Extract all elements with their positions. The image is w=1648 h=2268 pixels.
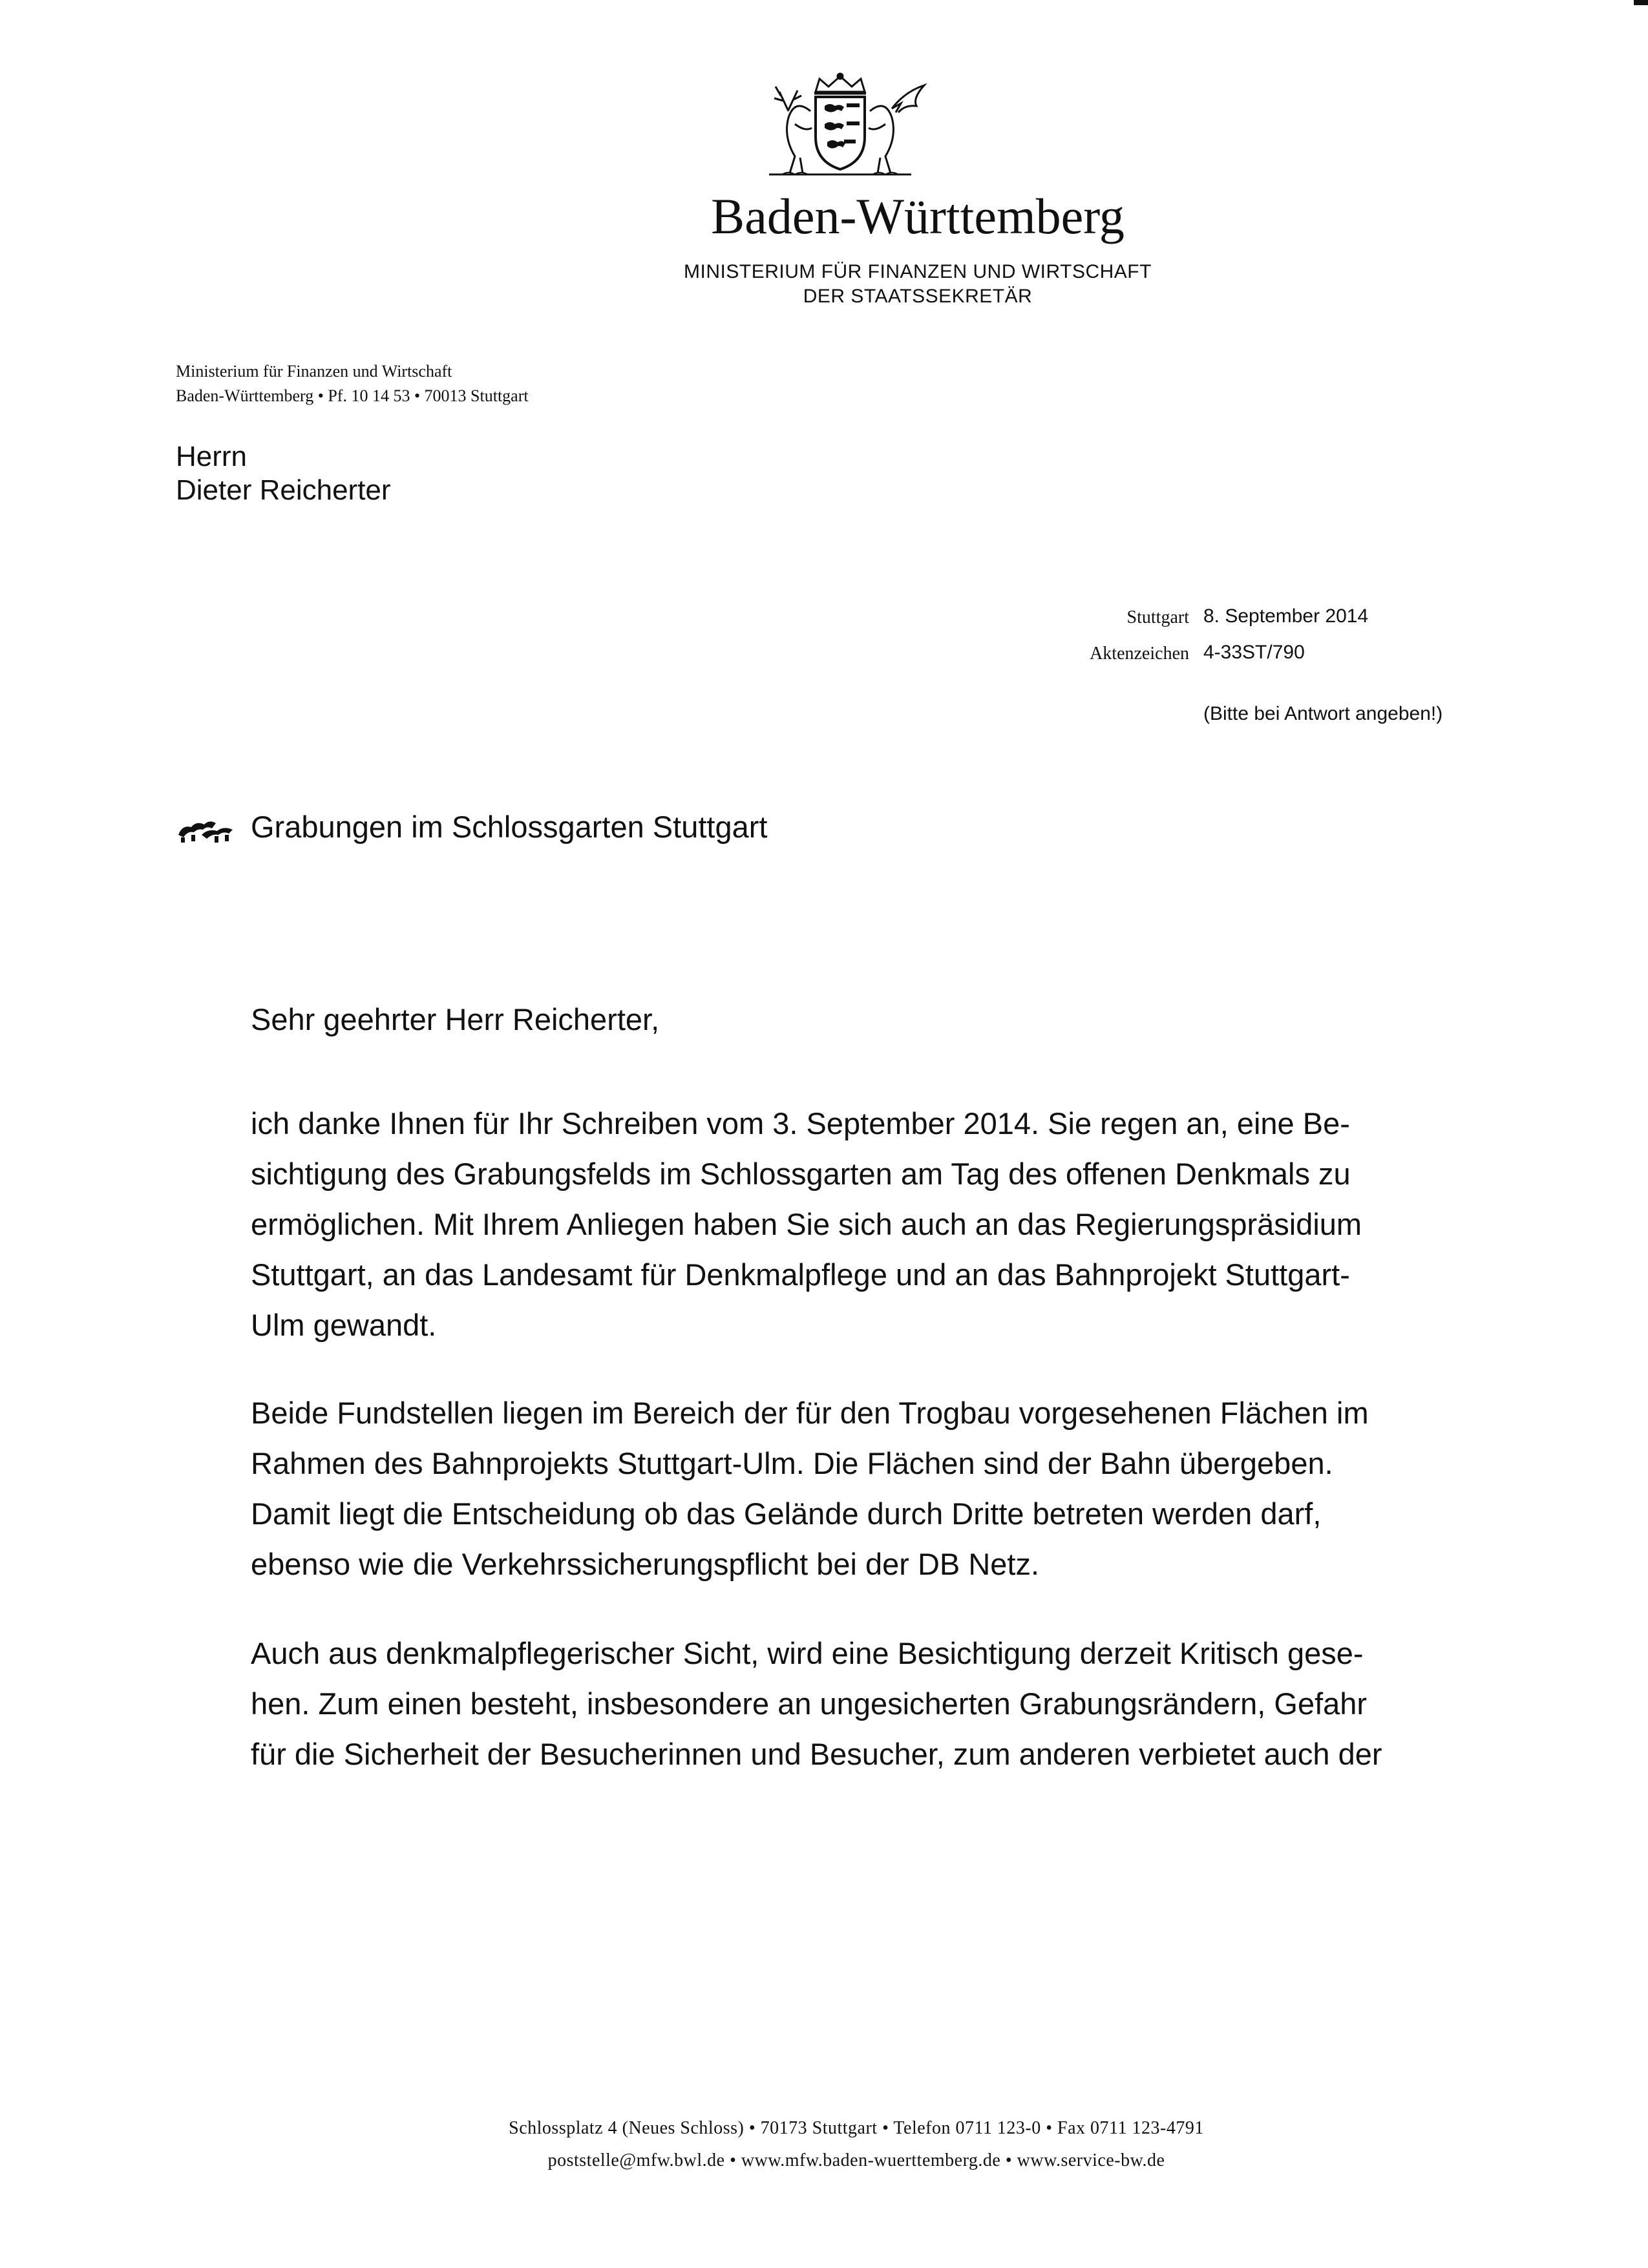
footer-address: Schlossplatz 4 (Neues Schloss) • 70173 Stuttgart • Telefon 0711 123-0 • Fax 0711 123-4791 xyxy=(509,2118,1204,2138)
sender-address-line: Baden-Württemberg • Pf. 10 14 53 • 70013 Stuttgart xyxy=(176,386,529,405)
body-line: ermöglichen. Mit Ihrem Anliegen haben Sie sich auch an das Regierungspräsidium xyxy=(251,1207,1362,1241)
city-label: Stuttgart xyxy=(1126,607,1189,627)
body-line: Auch aus denkmalpflegerischer Sicht, wird eine Besichtigung derzeit Kritisch gese- xyxy=(251,1636,1364,1670)
recipient-salutation: Herrn xyxy=(176,441,248,472)
body-line: für die Sicherheit der Besucherinnen und Besucher, zum anderen verbietet auch der xyxy=(251,1737,1382,1771)
body-line: sichtigung des Grabungsfelds im Schlossgarten am Tag des offenen Denkmals zu xyxy=(251,1157,1351,1191)
reference-number: 4-33ST/790 xyxy=(1203,642,1305,663)
recipient-name: Dieter Reicherter xyxy=(176,474,391,506)
reference-note: (Bitte bei Antwort angeben!) xyxy=(1203,703,1443,724)
body-paragraph xyxy=(251,1628,1382,1780)
body-paragraph xyxy=(251,1098,1362,1350)
reference-label: Aktenzeichen xyxy=(1090,644,1189,664)
body-paragraph xyxy=(251,1388,1369,1590)
body-line: hen. Zum einen besteht, insbesondere an ungesicherten Grabungsrändern, Gefahr xyxy=(251,1686,1368,1721)
sender-address-line: Ministerium für Finanzen und Wirtschaft xyxy=(176,362,452,381)
ministry-department: DER STAATSSEKRETÄR xyxy=(803,286,1033,307)
body-line: Beide Fundstellen liegen im Bereich der für den Trogbau vorgesehenen Flächen im xyxy=(251,1396,1369,1430)
body-line: ebenso wie die Verkehrssicherungspflicht bei der DB Netz. xyxy=(251,1547,1040,1581)
body-line: ich danke Ihnen für Ihr Schreiben vom 3. September 2014. Sie regen an, eine Be- xyxy=(251,1106,1350,1140)
ministry-name: MINISTERIUM FÜR FINANZEN UND WIRTSCHAFT xyxy=(684,261,1152,282)
subject-line: Grabungen im Schlossgarten Stuttgart xyxy=(251,810,768,844)
greeting: Sehr geehrter Herr Reicherter, xyxy=(251,1002,660,1036)
scan-edge-mark xyxy=(1634,0,1648,5)
footer-contact: poststelle@mfw.bwl.de • www.mfw.baden-wuerttemberg.de • www.service-bw.de xyxy=(547,2150,1165,2170)
state-name-heading: Baden-Württemberg xyxy=(711,188,1125,244)
body-line: Ulm gewandt. xyxy=(251,1308,437,1342)
letter-date: 8. September 2014 xyxy=(1203,605,1369,627)
body-line: Damit liegt die Entscheidung ob das Gelände durch Dritte betreten werden darf, xyxy=(251,1496,1322,1531)
body-line: Rahmen des Bahnprojekts Stuttgart-Ulm. Die Flächen sind der Bahn übergeben. xyxy=(251,1446,1333,1480)
body-line: Stuttgart, an das Landesamt für Denkmalpflege und an das Bahnprojekt Stuttgart- xyxy=(251,1257,1350,1292)
coat-of-arms-icon xyxy=(743,72,937,177)
lion-mark-icon xyxy=(176,815,235,844)
